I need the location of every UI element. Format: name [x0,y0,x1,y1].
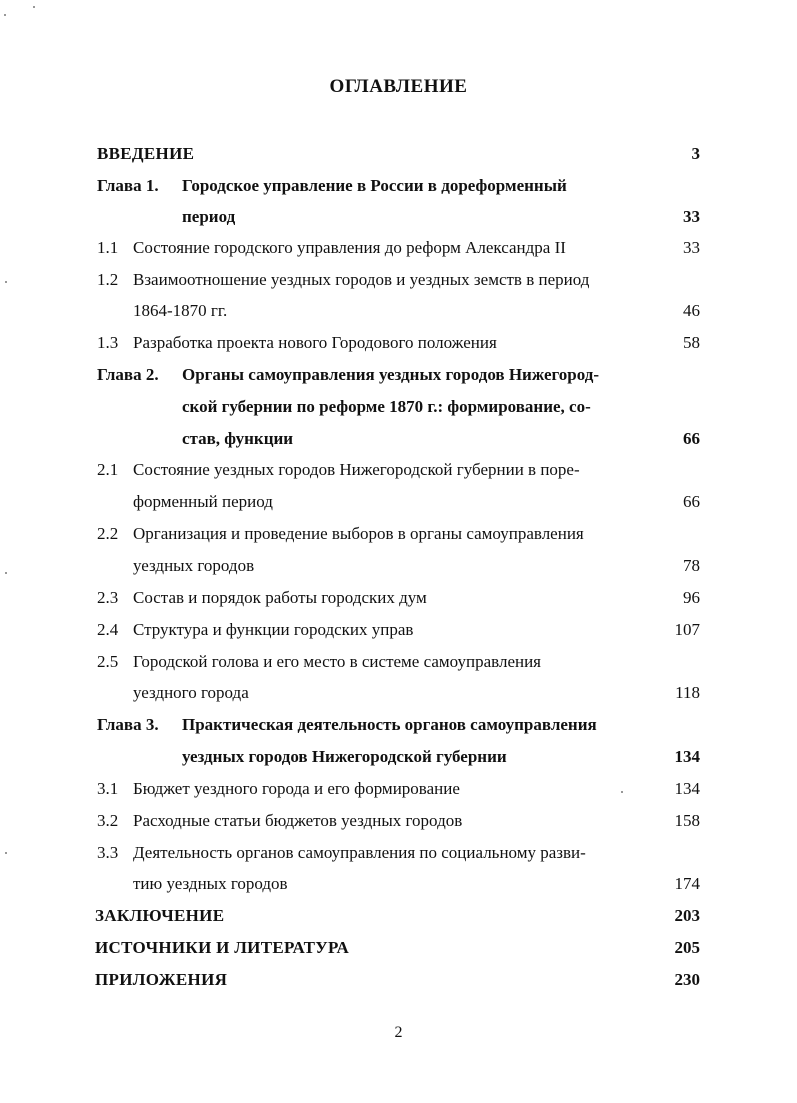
section-title-line: уездных городов [133,556,255,575]
toc-entry-title: ЗАКЛЮЧЕНИЕ [95,906,225,925]
toc-section-1-2-cont [0,299,797,323]
section-number: 3.3 [97,843,119,862]
section-title-line: Взаимоотношение уездных городов и уездных земств в период [133,270,590,289]
section-title-line: 1864-1870 гг. [133,301,228,320]
chapter-title-line: уездных городов Нижегородской губернии [182,747,507,766]
section-number: 3.1 [97,779,119,798]
section-title-line: тию уездных городов [133,874,288,893]
chapter-label: Глава 2. [97,365,159,384]
toc-chapter-1-cont [0,205,797,229]
section-page: 66 [683,492,700,511]
section-page: 174 [674,874,700,893]
toc-entry-page: 230 [674,970,700,989]
toc-chapter-3 [0,713,797,737]
toc-entry-title: ПРИЛОЖЕНИЯ [95,970,228,989]
section-page: 78 [683,556,700,575]
section-number: 2.2 [97,524,119,543]
toc-entry-page: 203 [674,906,700,925]
toc-section-1-1 [0,236,797,260]
section-number: 1.2 [97,270,119,289]
section-number: 2.4 [97,620,119,639]
toc-section-3-1 [0,777,797,801]
toc-entry-page: 3 [691,144,700,163]
scan-speck [4,14,6,16]
toc-chapter-3-cont [0,745,797,769]
scan-speck [5,572,7,574]
toc-section-2-5-cont [0,681,797,705]
toc-section-2-3 [0,586,797,610]
chapter-title-line: Практическая деятельность органов самоуправления [182,715,597,734]
section-title-line: Деятельность органов самоуправления по социальному разви- [133,843,586,862]
section-title-line: уездного города [133,683,249,702]
section-title-line: Состав и порядок работы городских дум [133,588,427,607]
section-number: 2.3 [97,588,119,607]
toc-section-3-3 [0,841,797,865]
section-title-line: Структура и функции городских управ [133,620,414,639]
section-title-line: Бюджет уездного города и его формирование [133,779,460,798]
section-title-line: Городской голова и его место в системе самоуправления [133,652,541,671]
section-title-line: Организация и проведение выборов в органы самоуправления [133,524,584,543]
section-title-line: Разработка проекта нового Городового положения [133,333,497,352]
section-page: 158 [674,811,700,830]
toc-entry-appendices [0,968,797,992]
section-page: 96 [683,588,700,607]
toc-chapter-2-cont2 [0,427,797,451]
chapter-title-line: ской губернии по реформе 1870 г.: формирование, со- [182,397,591,416]
toc-chapter-2-cont [0,395,797,419]
section-title-line: Состояние городского управления до реформ Александра II [133,238,566,257]
toc-entry-title: ИСТОЧНИКИ И ЛИТЕРАТУРА [95,938,350,957]
toc-section-2-1 [0,458,797,482]
toc-section-2-2 [0,522,797,546]
chapter-label: Глава 1. [97,176,159,195]
section-number: 1.1 [97,238,119,257]
toc-section-3-2 [0,809,797,833]
section-title-line: Расходные статьи бюджетов уездных городов [133,811,463,830]
scan-speck [621,791,623,793]
toc-section-3-3-cont [0,872,797,896]
chapter-title-line: Органы самоуправления уездных городов Нижегород- [182,365,600,384]
toc-entry-title: ВВЕДЕНИЕ [97,144,195,163]
section-title-line: форменный период [133,492,273,511]
section-page: 118 [675,683,700,702]
section-page: 58 [683,333,700,352]
chapter-page: 134 [674,747,700,766]
toc-section-2-1-cont [0,490,797,514]
toc-section-2-2-cont [0,554,797,578]
section-page: 46 [683,301,700,320]
scan-speck [33,6,35,8]
toc-entry-page: 205 [674,938,700,957]
section-title-line: Состояние уездных городов Нижегородской губернии в поре- [133,460,580,479]
scan-speck [5,281,7,283]
chapter-title-line: период [182,207,236,226]
chapter-title-line: Городское управление в России в дореформенный [182,176,567,195]
toc-entry-intro [0,142,797,166]
chapter-page: 66 [683,429,700,448]
toc-title: ОГЛАВЛЕНИЕ [329,76,468,97]
chapter-label: Глава 3. [97,715,159,734]
toc-section-2-4 [0,618,797,642]
toc-entry-sources [0,936,797,960]
section-number: 3.2 [97,811,119,830]
scan-speck [5,852,7,854]
chapter-title-line: став, функции [182,429,294,448]
section-number: 1.3 [97,333,119,352]
section-page: 33 [683,238,700,257]
toc-entry-conclusion [0,904,797,928]
section-number: 2.1 [97,460,119,479]
section-page: 107 [674,620,700,639]
toc-section-2-5 [0,650,797,674]
section-number: 2.5 [97,652,119,671]
chapter-page: 33 [683,207,700,226]
toc-chapter-2 [0,363,797,387]
toc-chapter-1 [0,174,797,198]
toc-section-1-3 [0,331,797,355]
toc-section-1-2 [0,268,797,292]
section-page: 134 [674,779,700,798]
page-number: 2 [394,1024,403,1041]
